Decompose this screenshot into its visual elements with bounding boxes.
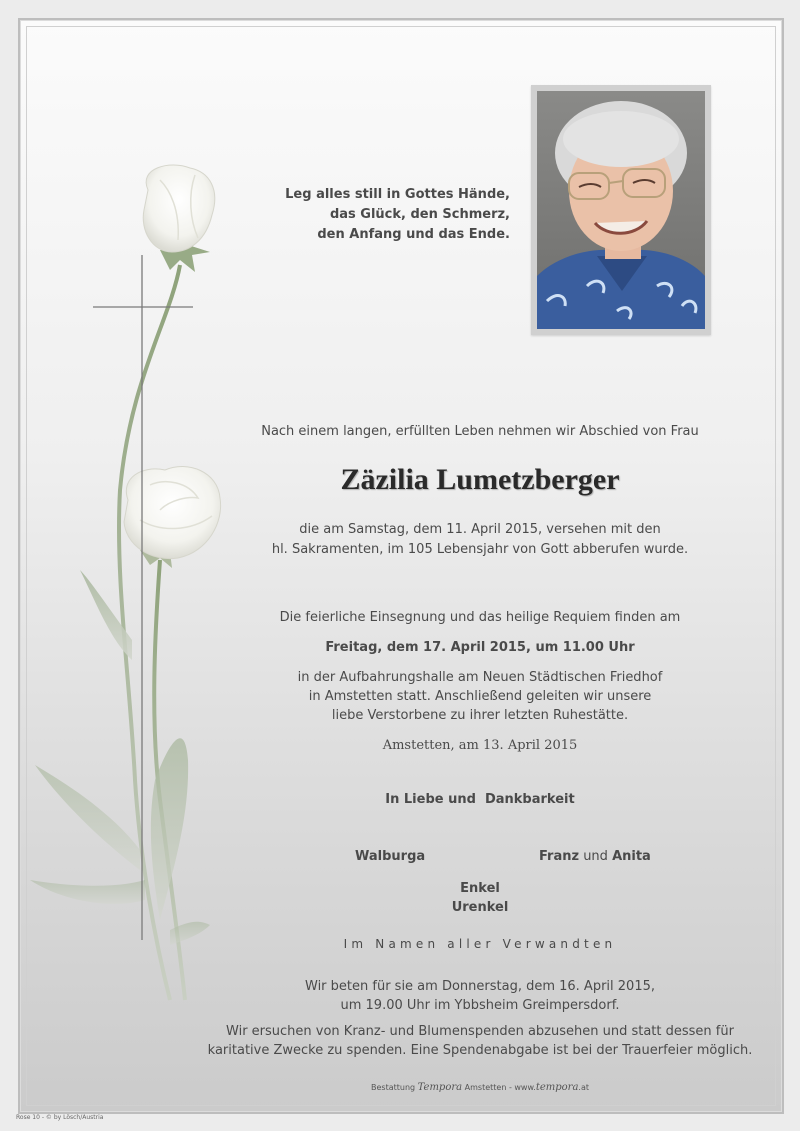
rosary-line: um 19.00 Uhr im Ybbsheim Greimpersdorf. bbox=[340, 998, 620, 1013]
footer-text: Amstetten - www. bbox=[462, 1083, 536, 1092]
relatives-line: Im Namen aller Verwandten bbox=[343, 937, 617, 951]
quote-block bbox=[285, 185, 510, 245]
love-gratitude: In Liebe und Dankbarkeit bbox=[385, 792, 575, 807]
funeral-home-footer bbox=[180, 1082, 780, 1093]
funeral-location-line: in der Aufbahrungshalle am Neuen Städtischen Friedhof bbox=[297, 670, 663, 685]
family-name: Franz bbox=[539, 849, 580, 864]
grandchildren: Enkel bbox=[460, 881, 500, 896]
portrait-photo bbox=[531, 85, 711, 335]
footer-brand: Tempora bbox=[417, 1082, 463, 1093]
intro-text: Nach einem langen, erfüllten Leben nehmen wir Abschied von Frau bbox=[261, 424, 699, 439]
funeral-location-line: in Amstetten statt. Anschließend geleiten wir unsere bbox=[308, 689, 652, 704]
family-name: Walburga bbox=[355, 849, 426, 864]
quote-line: den Anfang und das Ende. bbox=[317, 227, 510, 242]
deceased-name: Zäzilia Lumetzberger bbox=[340, 463, 620, 496]
funeral-intro: Die feierliche Einsegnung und das heilige Requiem finden am bbox=[279, 610, 681, 625]
portrait-image bbox=[537, 91, 705, 329]
flowers-line: Wir ersuchen von Kranz- und Blumenspenden abzusehen und statt dessen für bbox=[226, 1024, 734, 1039]
funeral-date: Freitag, dem 17. April 2015, um 11.00 Uhr bbox=[325, 640, 635, 655]
flowers-line: karitative Zwecke zu spenden. Eine Spendenabgabe ist bei der Trauerfeier möglich. bbox=[207, 1043, 753, 1058]
death-text-line: hl. Sakramenten, im 105 Lebensjahr von Gott abberufen wurde. bbox=[271, 542, 689, 557]
footer-brand: tempora bbox=[535, 1082, 579, 1093]
family-conjunction: und bbox=[579, 849, 613, 864]
death-text-line: die am Samstag, dem 11. April 2015, versehen mit den bbox=[299, 522, 661, 537]
quote-line: das Glück, den Schmerz, bbox=[329, 207, 510, 222]
footer-text: Bestattung bbox=[370, 1083, 418, 1092]
family-name: Anita bbox=[612, 849, 651, 864]
template-credit: Rose 10 - © by Lösch/Austria bbox=[16, 1114, 104, 1121]
place-date: Amstetten, am 13. April 2015 bbox=[382, 738, 578, 753]
great-grandchildren: Urenkel bbox=[451, 900, 509, 915]
footer-text: .at bbox=[578, 1083, 590, 1092]
rosary-line: Wir beten für sie am Donnerstag, dem 16. April 2015, bbox=[305, 979, 655, 994]
family-names-pair bbox=[539, 849, 651, 864]
quote-line: Leg alles still in Gottes Hände, bbox=[285, 187, 510, 202]
funeral-location-line: liebe Verstorbene zu ihrer letzten Ruhestätte. bbox=[331, 708, 629, 723]
